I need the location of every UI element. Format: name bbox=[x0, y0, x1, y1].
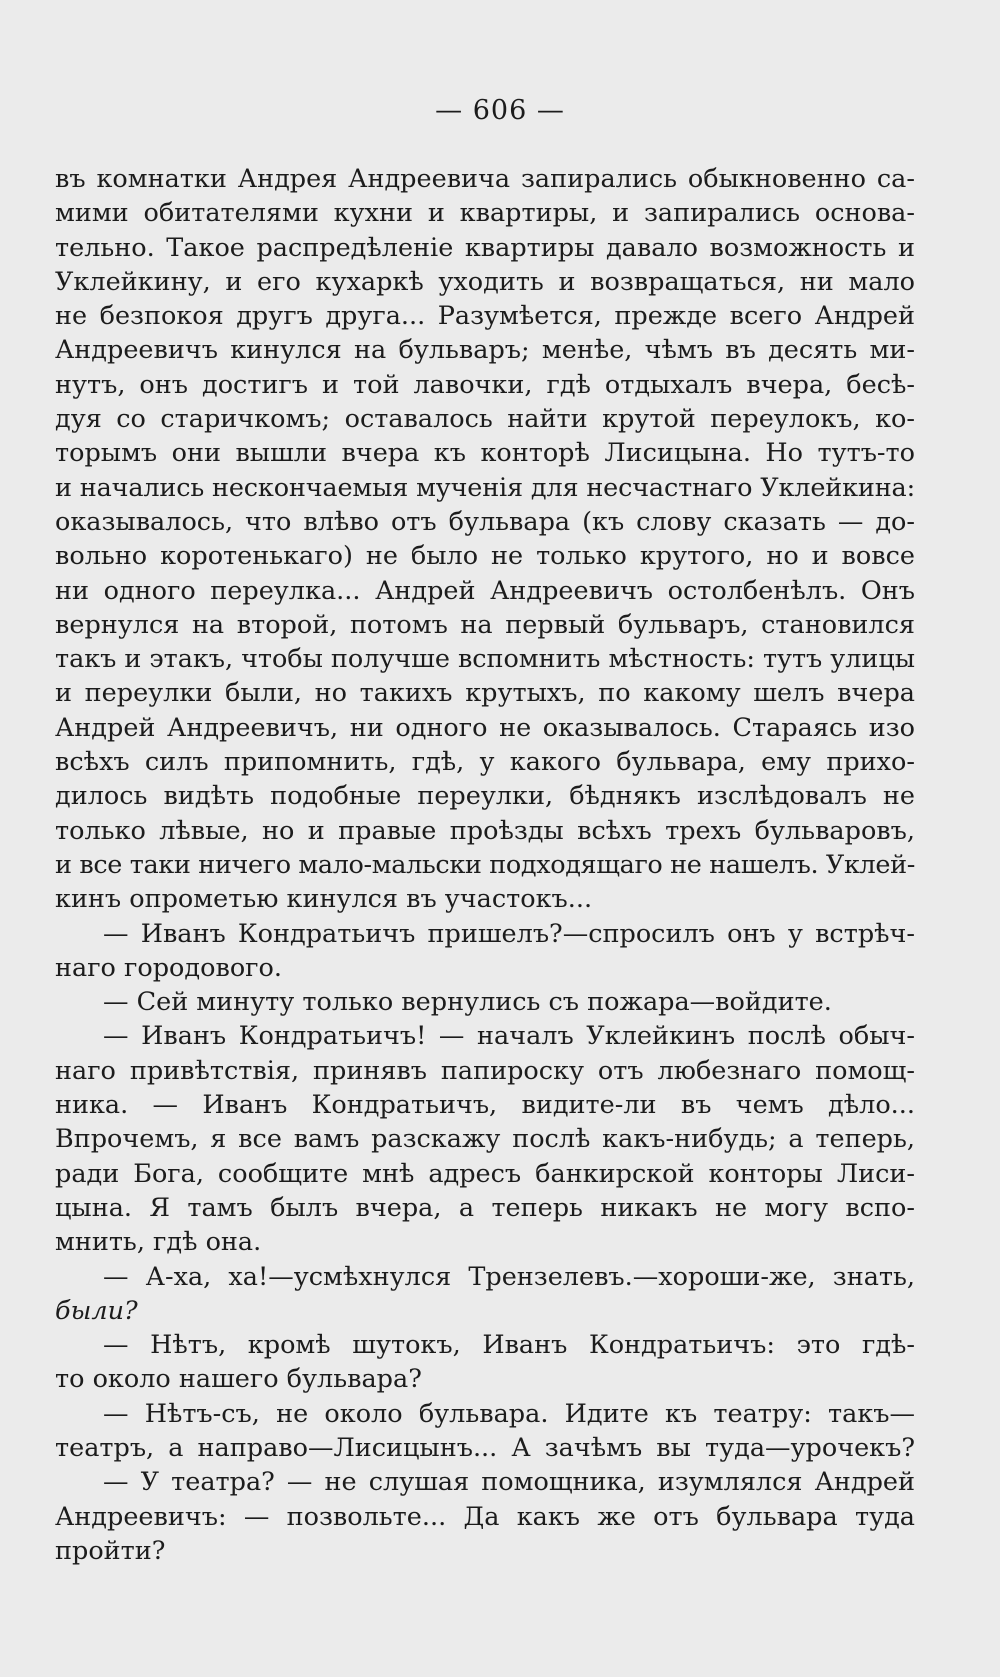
page-number: — 606 — bbox=[435, 95, 565, 126]
text-line: и переулки были, но такихъ крутыхъ, по какому шелъ вчера bbox=[55, 678, 915, 709]
text-line: — А-ха, ха!—усмѣхнулся Трензелевъ.—хороши-же, знать, bbox=[103, 1261, 915, 1292]
text-line: были? bbox=[55, 1295, 138, 1326]
text-line: вольно коротенькаго) не было не только крутого, но и вовсе bbox=[55, 541, 915, 572]
text-line: нутъ, онъ достигъ и той лавочки, гдѣ отдыхалъ вчера, бесѣ- bbox=[55, 369, 915, 400]
text-line: оказывалось, что влѣво отъ бульвара (къ слову сказать — до- bbox=[55, 506, 915, 537]
text-line: — Иванъ Кондратьичъ! — началъ Уклейкинъ послѣ обыч- bbox=[103, 1021, 915, 1052]
text-line: дилось видѣть подобные переулки, бѣднякъ изслѣдовалъ не bbox=[55, 781, 915, 812]
text-line: не безпокоя другъ друга... Разумѣется, прежде всего Андрей bbox=[55, 301, 915, 332]
text-line: только лѣвые, но и правые проѣзды всѣхъ трехъ бульваровъ, bbox=[55, 815, 915, 846]
text-line: — Сей минуту только вернулись съ пожара—войдите. bbox=[103, 987, 832, 1018]
text-line: Андрей Андреевичъ, ни одного не оказывалось. Стараясь изо bbox=[55, 712, 915, 743]
text-line: кинъ опрометью кинулся въ участокъ... bbox=[55, 884, 593, 915]
text-line: и все таки ничего мало-мальски подходящаго не нашелъ. Уклей- bbox=[55, 849, 915, 880]
text-line: Уклейкину, и его кухаркѣ уходить и возвращаться, ни мало bbox=[55, 266, 915, 297]
text-line: тельно. Такое распредѣленіе квартиры давало возможность и bbox=[55, 232, 915, 263]
text-line: наго городового. bbox=[55, 952, 282, 983]
text-line: — Нѣтъ-съ, не около бульвара. Идите къ театру: такъ— bbox=[103, 1398, 915, 1429]
text-line: Андреевичъ кинулся на бульваръ; менѣе, чѣмъ въ десять ми- bbox=[55, 335, 915, 366]
text-line: то около нашего бульвара? bbox=[55, 1364, 422, 1395]
text-line: торымъ они вышли вчера къ конторѣ Лисицына. Но тутъ-то bbox=[55, 438, 915, 469]
text-line: — Нѣтъ, кромѣ шутокъ, Иванъ Кондратьичъ: это гдѣ- bbox=[103, 1330, 915, 1361]
text-line: въ комнатки Андрея Андреевича запирались обыкновенно са- bbox=[55, 164, 915, 194]
text-line: цына. Я тамъ былъ вчера, а теперь никакъ не могу вспо- bbox=[55, 1192, 915, 1223]
body-text bbox=[55, 162, 915, 1568]
text-line: вернулся на второй, потомъ на первый бульваръ, становился bbox=[55, 609, 915, 640]
text-line: Впрочемъ, я все вамъ разскажу послѣ какъ-нибудь; а теперь, bbox=[55, 1124, 915, 1155]
text-line: наго привѣтствія, принявъ папироску отъ любезнаго помощ- bbox=[55, 1055, 915, 1086]
text-line: ни одного переулка... Андрей Андреевичъ остолбенѣлъ. Онъ bbox=[55, 575, 915, 606]
text-line: театръ, а направо—Лисицынъ... А зачѣмъ вы туда—урочекъ? bbox=[55, 1432, 915, 1463]
text-line: Андреевичъ: — позвольте... Да какъ же отъ бульвара туда bbox=[55, 1501, 915, 1532]
text-line: мими обитателями кухни и квартиры, и запирались основа- bbox=[55, 198, 915, 229]
text-line: пройти? bbox=[55, 1535, 166, 1566]
text-line: ради Бога, сообщите мнѣ адресъ банкирской конторы Лиси- bbox=[55, 1158, 915, 1189]
text-line: — Иванъ Кондратьичъ пришелъ?—спросилъ онъ у встрѣч- bbox=[103, 918, 915, 949]
text-line: всѣхъ силъ припомнить, гдѣ, у какого бульвара, ему прихо- bbox=[55, 747, 915, 778]
text-line: ника. — Иванъ Кондратьичъ, видите-ли въ чемъ дѣло... bbox=[55, 1090, 915, 1121]
text-line: такъ и этакъ, чтобы получше вспомнить мѣстность: тутъ улицы bbox=[55, 644, 915, 675]
text-line: и начались нескончаемыя мученія для несчастнаго Уклейкина: bbox=[55, 472, 916, 503]
text-line: мнить, гдѣ она. bbox=[55, 1227, 262, 1258]
text-line: дуя со старичкомъ; оставалось найти крутой переулокъ, ко- bbox=[55, 404, 915, 435]
text-line: — У театра? — не слушая помощника, изумлялся Андрей bbox=[103, 1467, 915, 1498]
